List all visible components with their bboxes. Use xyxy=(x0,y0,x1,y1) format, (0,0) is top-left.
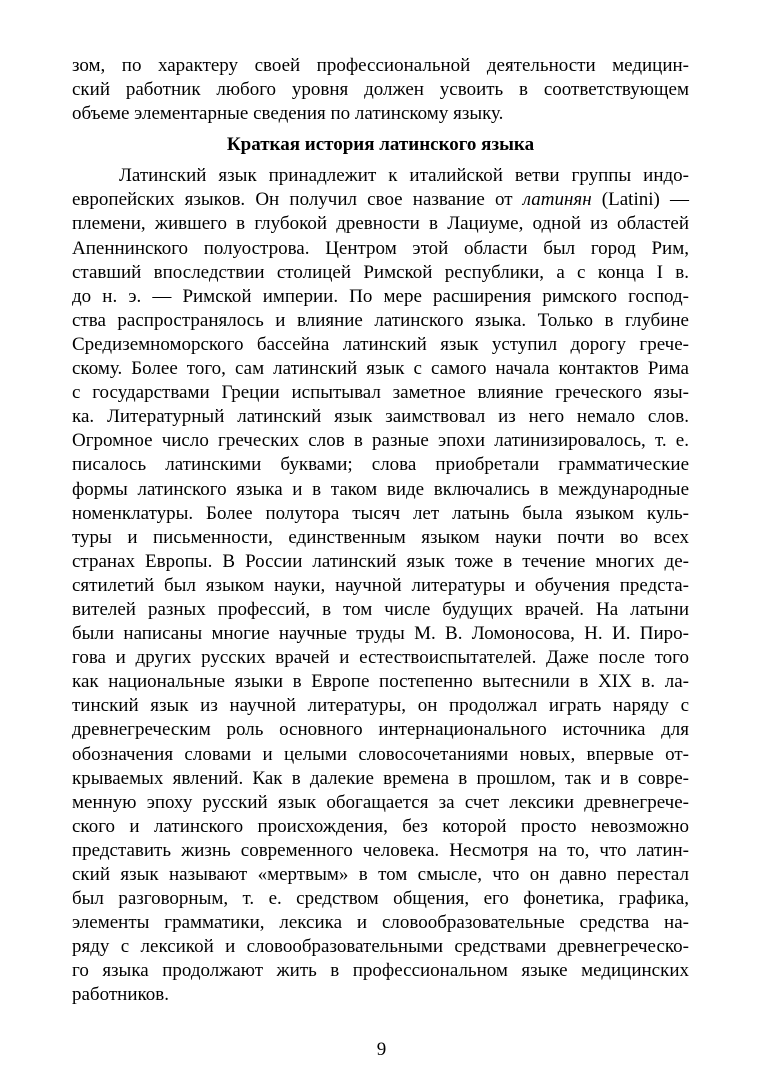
text-line: элементы грамматики, лексика и словообразовательные средства на- xyxy=(72,912,689,934)
text-line: тинский язык из научной литературы, он продолжал играть наряду с xyxy=(72,695,689,717)
page-content xyxy=(72,54,689,1008)
section-heading: Краткая история латинского языка xyxy=(226,134,535,156)
text-line: с государствами Греции испытывал заметное влияние греческого язы- xyxy=(72,382,689,404)
text-line: Огромное число греческих слов в разные эпохи латинизировалось, т. е. xyxy=(72,430,689,452)
text-line: Апеннинского полуострова. Центром этой области был город Рим, xyxy=(72,237,689,259)
text-line: представить жизнь современного человека. Несмотря на то, что латин- xyxy=(72,839,689,861)
text-line: ряду с лексикой и словообразовательными средствами древнегреческо- xyxy=(72,936,689,958)
text-line: обозначения словами и целыми словосочетаниями новых, впервые от- xyxy=(72,743,689,765)
text-line: крываемых явлений. Как в далекие времена в прошлом, так и в совре- xyxy=(72,767,689,789)
text-line: объеме элементарные сведения по латинскому языку. xyxy=(72,103,504,125)
text-line: как национальные языки в Европе постепенно вытеснили в XIX в. ла- xyxy=(72,671,689,693)
italic-term: латинян xyxy=(522,189,592,211)
text-line: был разговорным, т. е. средством общения, его фонетика, графика, xyxy=(72,888,689,910)
text-line xyxy=(72,188,689,212)
text-line: гова и других русских врачей и естествоиспытателей. Даже после того xyxy=(72,647,689,669)
text-line: ства распространялось и влияние латинского языка. Только в глубине xyxy=(72,309,689,331)
text-line: странах Европы. В России латинский язык тоже в течение многих де- xyxy=(72,550,689,572)
text-line: го языка продолжают жить в профессиональном языке медицинских xyxy=(72,960,689,982)
text-line: менную эпоху русский язык обогащается за счет лексики древнегрече- xyxy=(72,791,689,813)
text-line: ский работник любого уровня должен усвоить в соответствующем xyxy=(72,79,689,101)
text-line: ского и латинского происхождения, без которой просто невозможно xyxy=(72,815,689,837)
text-line: были написаны многие научные труды М. В. Ломоносова, Н. И. Пиро- xyxy=(72,623,689,645)
text-run: (Latini) — xyxy=(591,189,689,211)
text-line: зом, по характеру своей профессиональной деятельности медицин- xyxy=(72,55,689,76)
text-line: номенклатуры. Более полутора тысяч лет латынь была языком куль- xyxy=(72,502,689,524)
page-number: 9 xyxy=(376,1039,387,1060)
text-run: европейских языков. Он получил свое название от xyxy=(72,189,523,211)
text-line: вителей разных профессий, в том числе будущих врачей. На латыни xyxy=(72,598,689,620)
text-line: ский язык называют «мертвым» в том смысле, что он давно перестал xyxy=(72,864,689,885)
text-line: племени, жившего в глубокой древности в Лациуме, одной из областей xyxy=(72,213,689,235)
text-line: туры и письменности, единственным языком науки почти во всех xyxy=(72,526,689,548)
intro-paragraph xyxy=(72,54,689,126)
text-line: сятилетий был языком науки, научной литературы и обучения предста- xyxy=(72,574,689,596)
text-line: Латинский язык принадлежит к италийской ветви группы индо- xyxy=(119,165,689,187)
text-line: до н. э. — Римской империи. По мере расширения римского господ- xyxy=(72,285,689,307)
text-line: древнегреческим роль основного интернационального источника для xyxy=(72,719,689,741)
text-line: скому. Более того, сам латинский язык с самого начала контактов Рима xyxy=(72,358,689,380)
text-line: формы латинского языка и в таком виде включались в международные xyxy=(72,478,689,500)
text-line: ставший впоследствии столицей Римской республики, а с конца I в. xyxy=(72,261,689,283)
text-line: писалось латинскими буквами; слова приобретали грамматические xyxy=(72,454,689,476)
text-line: Средиземноморского бассейна латинский язык уступил дорогу грече- xyxy=(72,333,689,355)
text-line: ка. Литературный латинский язык заимствовал из него немало слов. xyxy=(72,406,689,428)
body-paragraph xyxy=(72,164,689,1007)
text-line: работников. xyxy=(72,984,169,1006)
